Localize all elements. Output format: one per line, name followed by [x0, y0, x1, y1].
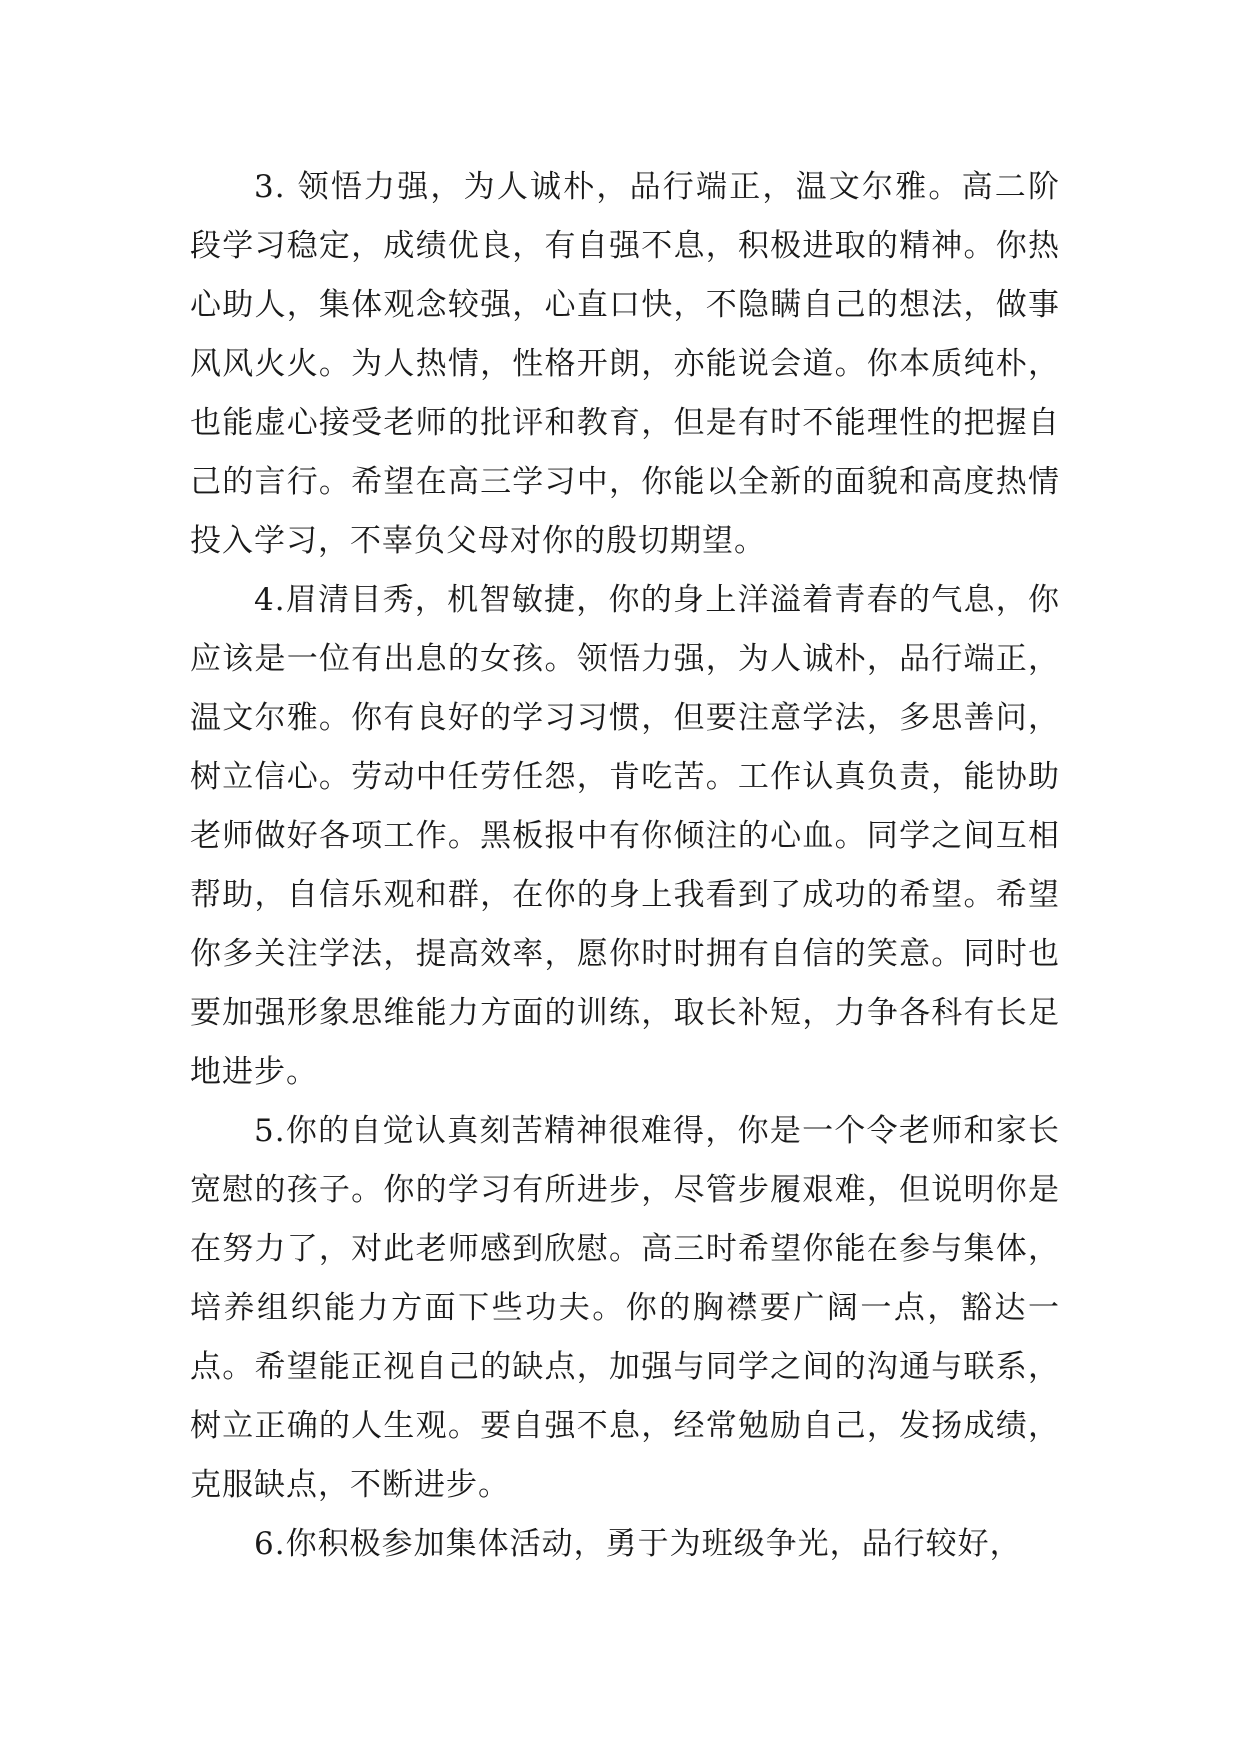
paragraph-comment-6: 6.你积极参加集体活动，勇于为班级争光，品行较好， [254, 1526, 1022, 1562]
paragraph-comment-5: 5.你的自觉认真刻苦精神很难得，你是一个令老师和家长宽慰的孩子。你的学习有所进步，尽管步履艰难，但说明你是在努力了，对此老师感到欣慰。高三时希望你能在参与集体，培养组织能力方面下些功夫。你的胸襟要广阔一点，豁达一点。希望能正视自己的缺点，加强与同学之间的沟通与联系，树立正确的人生观。要自强不息，经常勉励自己，发扬成绩，克服缺点，不断进步。 [190, 1113, 1060, 1503]
paragraph-comment-3: 3. 领悟力强，为人诚朴，品行端正，温文尔雅。高二阶段学习稳定，成绩优良，有自强不息，积极进取的精神。你热心助人，集体观念较强，心直口快，不隐瞒自己的想法，做事风风火火。为人热情，性格开朗，亦能说会道。你本质纯朴，也能虚心接受老师的批评和教育，但是有时不能理性的把握自己的言行。希望在高三学习中，你能以全新的面貌和高度热情投入学习，不辜负父母对你的殷切期望。 [190, 169, 1060, 559]
document-body [190, 158, 1060, 1574]
paragraph-comment-4: 4.眉清目秀，机智敏捷，你的身上洋溢着青春的气息，你应该是一位有出息的女孩。领悟力强，为人诚朴，品行端正，温文尔雅。你有良好的学习习惯，但要注意学法，多思善问，树立信心。劳动中任劳任怨，肯吃苦。工作认真负责，能协助老师做好各项工作。黑板报中有你倾注的心血。同学之间互相帮助，自信乐观和群，在你的身上我看到了成功的希望。希望你多关注学法，提高效率，愿你时时拥有自信的笑意。同时也要加强形象思维能力方面的训练，取长补短，力争各科有长足地进步。 [190, 582, 1060, 1090]
